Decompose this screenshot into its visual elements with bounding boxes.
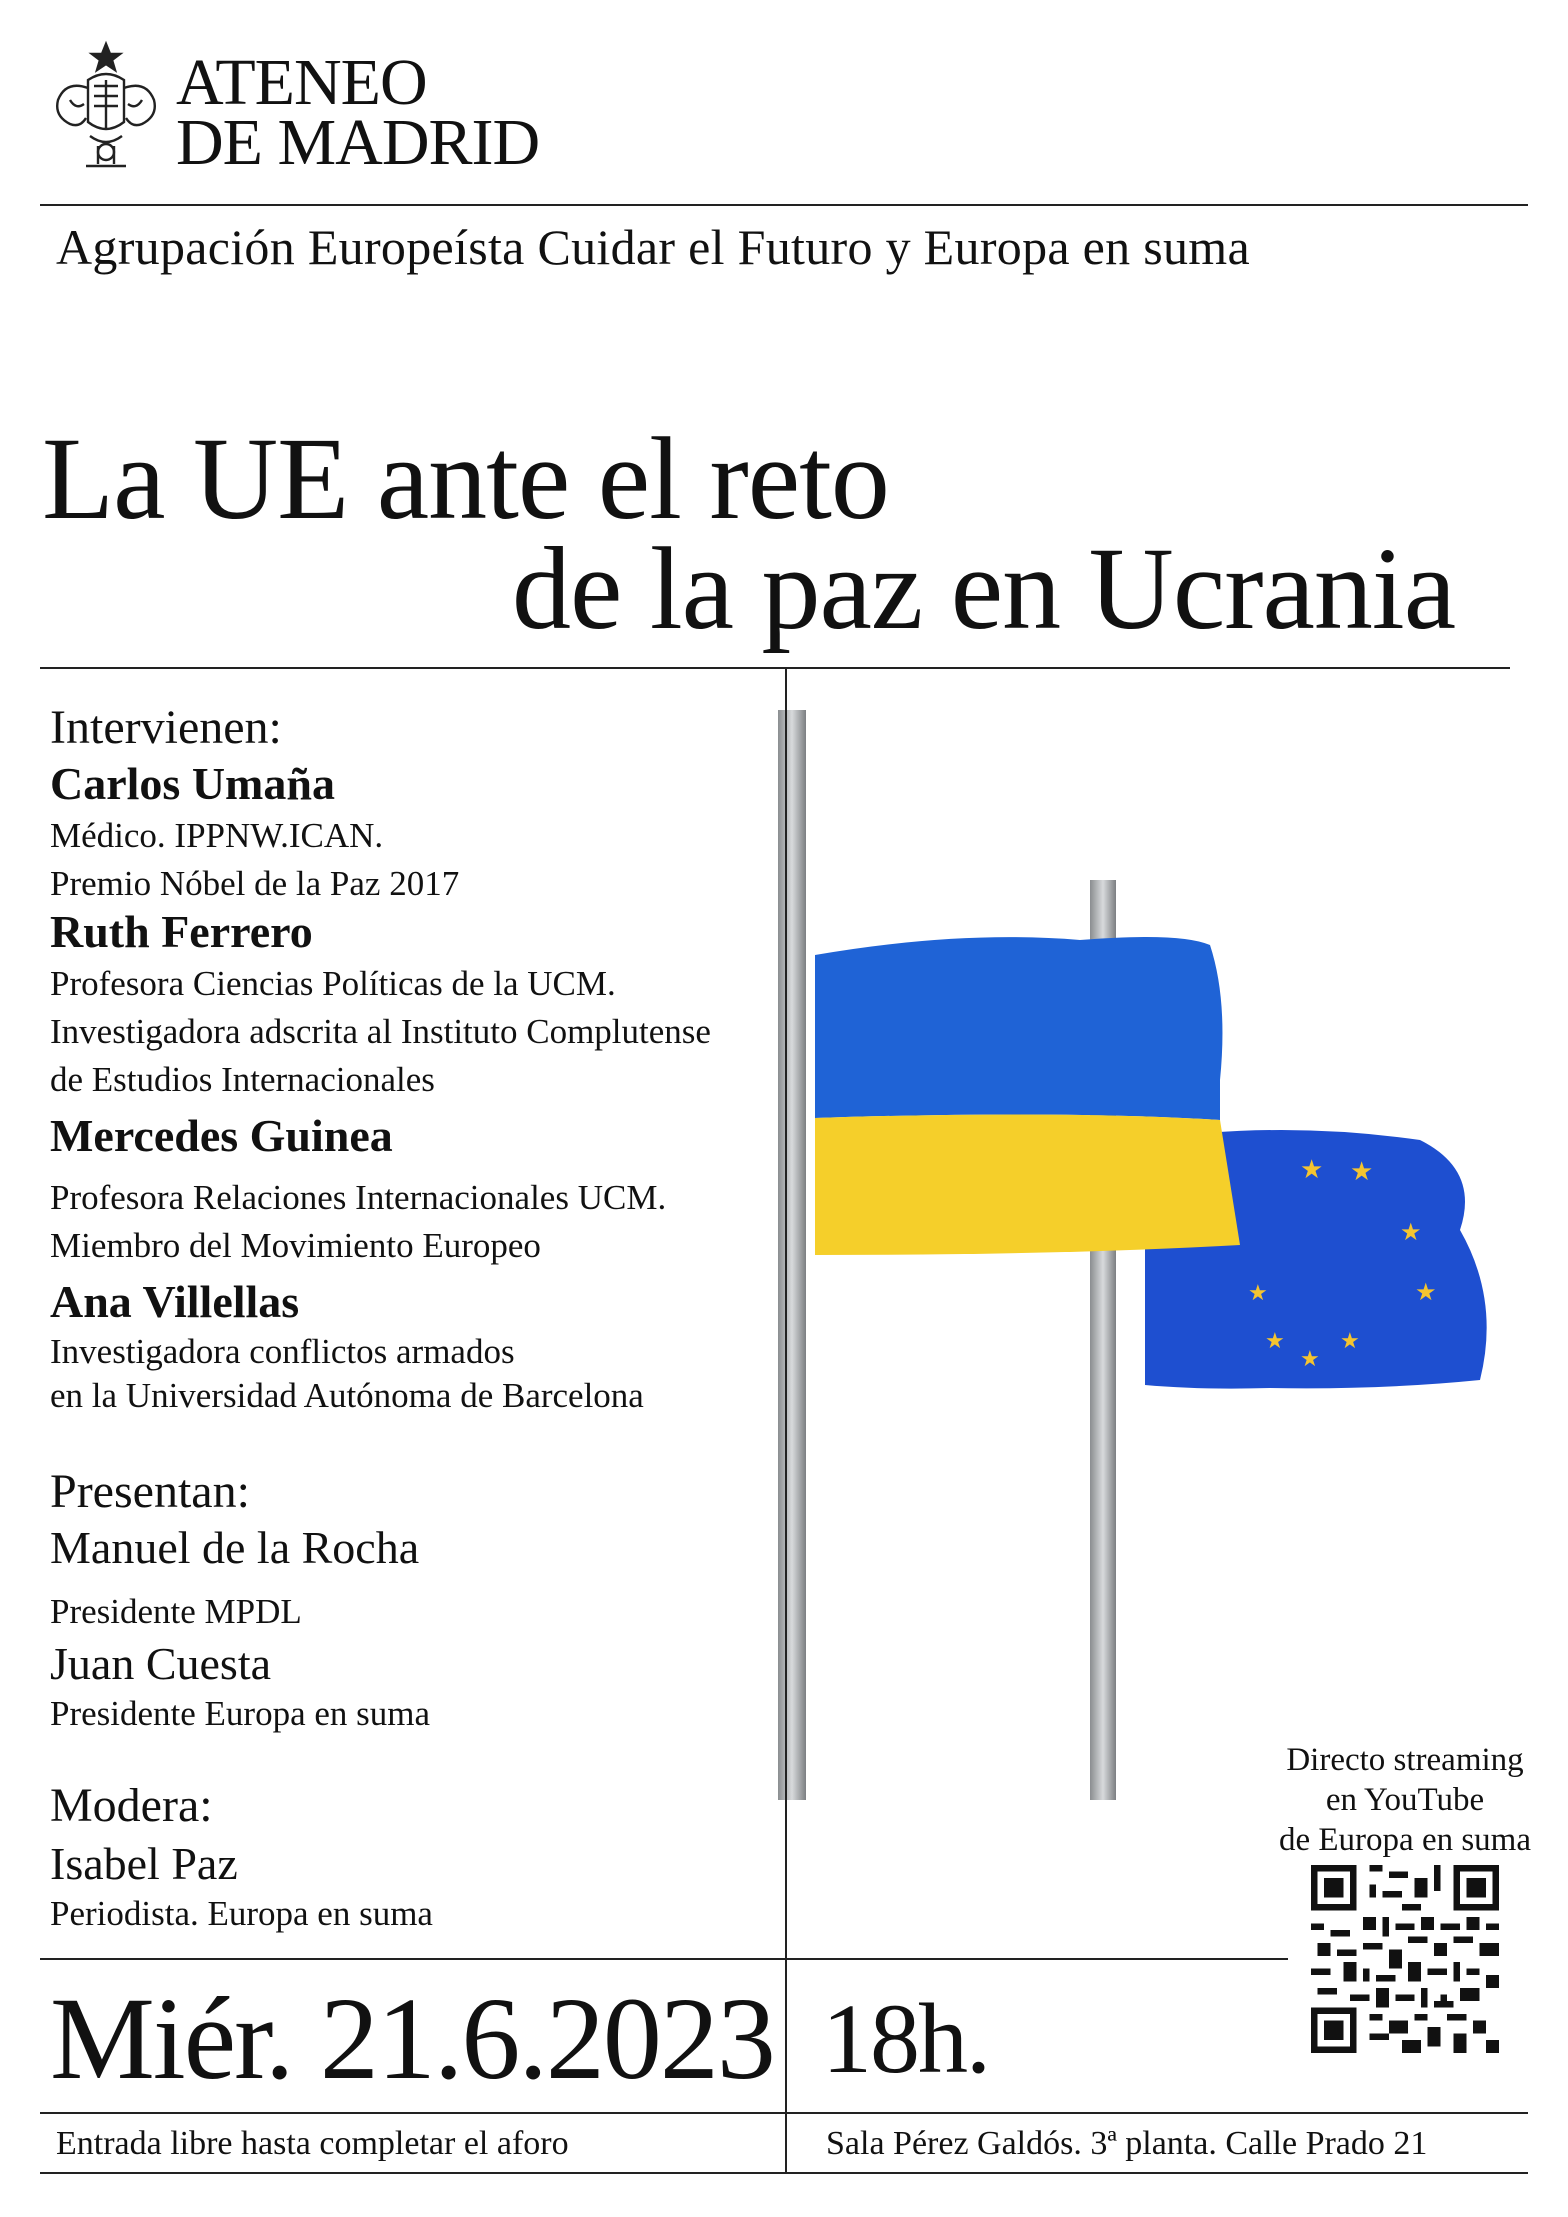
streaming-line: en YouTube [1325,1782,1485,1818]
svg-text:★: ★ [1415,1280,1437,1306]
speaker-name: Ana Villellas [50,1276,300,1327]
streaming-info [1240,1740,1568,1860]
svg-text:★: ★ [1340,1328,1360,1353]
speaker-desc: Investigadora adscrita al Instituto Complutense [50,1012,711,1051]
speaker-desc: Miembro del Movimiento Europeo [50,1226,541,1265]
moderator-desc: Periodista. Europa en suma [50,1894,433,1933]
title-divider [40,667,1510,669]
event-title-line1: La UE ante el reto [42,413,889,544]
svg-text:★: ★ [1400,1220,1422,1246]
speaker-desc: de Estudios Internacionales [50,1060,435,1099]
header-divider [40,204,1528,206]
date-divider [40,1958,1288,1960]
intervienen-label: Intervienen: [50,701,282,754]
presenter-name: Juan Cuesta [50,1638,272,1689]
presentan-label: Presentan: [50,1465,250,1518]
presenter-name: Manuel de la Rocha [50,1522,420,1573]
speaker-desc: Profesora Ciencias Políticas de la UCM. [50,964,616,1003]
presenter-desc: Presidente MPDL [50,1592,302,1631]
speaker-desc: Profesora Relaciones Internacionales UCM. [50,1178,667,1217]
footer-divider [40,2112,1528,2114]
speaker-desc: Investigadora conflictos armados [50,1332,515,1371]
presenter-desc: Presidente Europa en suma [50,1694,431,1733]
event-date: Miér. 21.6.2023 [50,1973,774,2104]
org-name-line1: ATENEO [176,46,427,119]
bottom-border [40,2172,1528,2174]
speaker-name: Carlos Umaña [50,758,335,809]
venue: Sala Pérez Galdós. 3ª planta. Calle Prado 21 [826,2125,1428,2162]
speaker-desc: Premio Nóbel de la Paz 2017 [50,864,460,903]
svg-text:★: ★ [1350,1157,1374,1186]
speaker-name: Ruth Ferrero [50,906,313,957]
event-title-line2: de la paz en Ucrania [512,523,1456,654]
svg-text:★: ★ [1248,1280,1268,1305]
svg-text:★: ★ [1300,1346,1320,1371]
moderator-name: Isabel Paz [50,1838,238,1889]
center-divider [785,667,787,2172]
org-name-line2: DE MADRID [176,106,540,179]
streaming-line: Directo streaming [1286,1742,1524,1778]
speaker-desc: Médico. IPPNW.ICAN. [50,816,384,855]
svg-text:★: ★ [1300,1155,1324,1184]
svg-text:★: ★ [1265,1328,1285,1353]
speaker-desc: en la Universidad Autónoma de Barcelona [50,1376,644,1415]
streaming-line: de Europa en suma [1279,1822,1531,1858]
ukraine-eu-flags-image [760,700,1540,1800]
organizer-subtitle: Agrupación Europeísta Cuidar el Futuro y Europa en suma [56,219,1250,275]
modera-label: Modera: [50,1779,213,1832]
ateneo-crest-icon [50,40,162,175]
qr-code-icon[interactable] [1311,1865,1499,2053]
event-time: 18h. [822,1983,989,2094]
entry-note: Entrada libre hasta completar el aforo [56,2125,569,2162]
speaker-name: Mercedes Guinea [50,1110,393,1161]
